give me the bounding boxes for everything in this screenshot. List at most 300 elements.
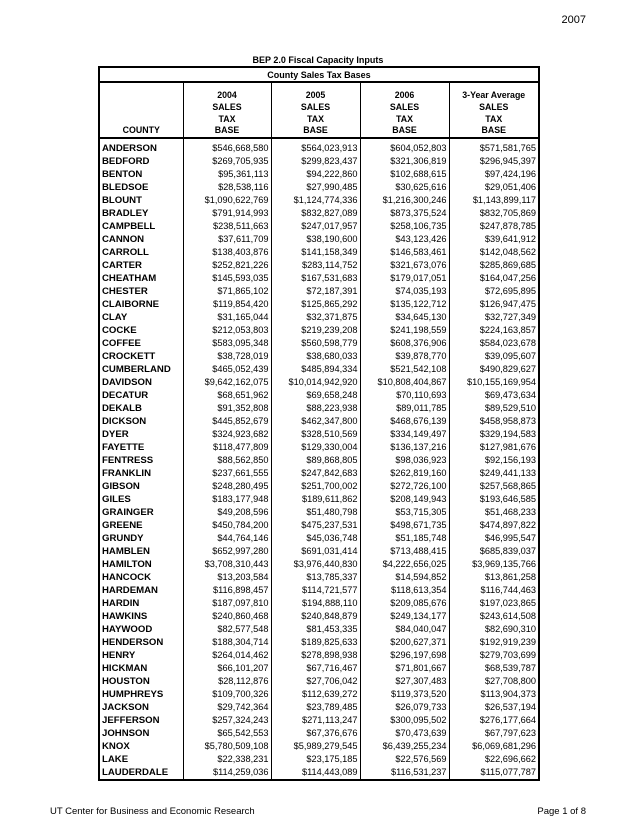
county-name: HAYWOOD bbox=[102, 624, 153, 635]
sales-tax-base-3yr-average: $116,744,463 bbox=[449, 584, 539, 597]
column-header-2005: 2005 SALES TAX BASE bbox=[271, 82, 360, 138]
sales-tax-base-3yr-average: $97,424,196 bbox=[449, 168, 539, 181]
table-row bbox=[99, 662, 539, 675]
sales-tax-base-2006: $70,110,693 bbox=[360, 389, 449, 402]
sales-tax-base-2006: $608,376,906 bbox=[360, 337, 449, 350]
sales-tax-base-2004: $38,728,019 bbox=[183, 350, 271, 363]
county-name: COCKE bbox=[102, 325, 137, 336]
sales-tax-base-2005: $278,898,938 bbox=[271, 649, 360, 662]
county-name: CROCKETT bbox=[102, 351, 156, 362]
table-row bbox=[99, 506, 539, 519]
sales-tax-base-2006: $14,594,852 bbox=[360, 571, 449, 584]
sales-tax-base-2006: $119,373,520 bbox=[360, 688, 449, 701]
sales-tax-base-2006: $43,123,426 bbox=[360, 233, 449, 246]
sales-tax-base-2004: $66,101,207 bbox=[183, 662, 271, 675]
sales-tax-base-2004: $119,854,420 bbox=[183, 298, 271, 311]
county-name: BEDFORD bbox=[102, 156, 150, 167]
table-row bbox=[99, 415, 539, 428]
sales-tax-base-2005: $45,036,748 bbox=[271, 532, 360, 545]
sales-tax-base-3yr-average: $22,696,662 bbox=[449, 753, 539, 766]
sales-tax-base-3yr-average: $67,797,623 bbox=[449, 727, 539, 740]
sales-tax-base-2006: $74,035,193 bbox=[360, 285, 449, 298]
sales-tax-base-2006: $241,198,559 bbox=[360, 324, 449, 337]
sales-tax-base-2006: $4,222,656,025 bbox=[360, 558, 449, 571]
sales-tax-base-2006: $146,583,461 bbox=[360, 246, 449, 259]
sales-tax-base-2006: $53,715,305 bbox=[360, 506, 449, 519]
sales-tax-base-2005: $3,976,440,830 bbox=[271, 558, 360, 571]
sales-tax-base-2006: $22,576,569 bbox=[360, 753, 449, 766]
sales-tax-base-2004: $29,742,364 bbox=[183, 701, 271, 714]
table-row bbox=[99, 727, 539, 740]
sales-tax-base-2004: $138,403,876 bbox=[183, 246, 271, 259]
sales-tax-base-2005: $23,175,185 bbox=[271, 753, 360, 766]
sales-tax-base-2005: $114,443,089 bbox=[271, 766, 360, 780]
county-name: CARROLL bbox=[102, 247, 149, 258]
table-row bbox=[99, 350, 539, 363]
county-name: JACKSON bbox=[102, 702, 149, 713]
sales-tax-base-3yr-average: $285,869,685 bbox=[449, 259, 539, 272]
sales-tax-base-2004: $445,852,679 bbox=[183, 415, 271, 428]
county-name: HENRY bbox=[102, 650, 136, 661]
sales-tax-base-2004: $791,914,993 bbox=[183, 207, 271, 220]
table-body bbox=[99, 138, 539, 780]
sales-tax-base-3yr-average: $126,947,475 bbox=[449, 298, 539, 311]
county-name: HANCOCK bbox=[102, 572, 152, 583]
sales-tax-base-3yr-average: $39,095,607 bbox=[449, 350, 539, 363]
table-row bbox=[99, 337, 539, 350]
table-row bbox=[99, 138, 539, 155]
sales-tax-base-2006: $26,079,733 bbox=[360, 701, 449, 714]
sales-tax-base-2004: $465,052,439 bbox=[183, 363, 271, 376]
sales-tax-base-2005: $94,222,860 bbox=[271, 168, 360, 181]
sales-tax-base-3yr-average: $164,047,256 bbox=[449, 272, 539, 285]
county-name: CLAY bbox=[102, 312, 128, 323]
sales-tax-base-2006: $84,040,047 bbox=[360, 623, 449, 636]
county-name: BLOUNT bbox=[102, 195, 142, 206]
sales-tax-base-2006: $498,671,735 bbox=[360, 519, 449, 532]
sales-tax-base-3yr-average: $257,568,865 bbox=[449, 480, 539, 493]
table-row bbox=[99, 324, 539, 337]
sales-tax-base-2005: $38,190,600 bbox=[271, 233, 360, 246]
table-row bbox=[99, 363, 539, 376]
sales-tax-base-2006: $136,137,216 bbox=[360, 441, 449, 454]
table-row bbox=[99, 181, 539, 194]
sales-tax-base-2005: $125,865,292 bbox=[271, 298, 360, 311]
sales-tax-base-2005: $189,825,633 bbox=[271, 636, 360, 649]
sales-tax-base-2006: $116,531,237 bbox=[360, 766, 449, 780]
county-name: HOUSTON bbox=[102, 676, 150, 687]
sales-tax-base-2004: $44,764,146 bbox=[183, 532, 271, 545]
sales-tax-base-2005: $560,598,779 bbox=[271, 337, 360, 350]
county-name: BRADLEY bbox=[102, 208, 149, 219]
sales-tax-base-3yr-average: $458,958,873 bbox=[449, 415, 539, 428]
sales-tax-base-3yr-average: $127,981,676 bbox=[449, 441, 539, 454]
sales-tax-base-3yr-average: $82,690,310 bbox=[449, 623, 539, 636]
sales-tax-base-2006: $604,052,803 bbox=[360, 138, 449, 155]
sales-tax-base-2005: $194,888,110 bbox=[271, 597, 360, 610]
sales-tax-base-2005: $475,237,531 bbox=[271, 519, 360, 532]
sales-tax-base-2004: $248,280,495 bbox=[183, 480, 271, 493]
sales-tax-base-2005: $69,658,248 bbox=[271, 389, 360, 402]
sales-tax-base-2006: $118,613,354 bbox=[360, 584, 449, 597]
sales-tax-base-2004: $188,304,714 bbox=[183, 636, 271, 649]
table-row bbox=[99, 194, 539, 207]
table-row bbox=[99, 207, 539, 220]
sales-tax-base-2005: $114,721,577 bbox=[271, 584, 360, 597]
sales-tax-base-2006: $873,375,524 bbox=[360, 207, 449, 220]
sales-tax-base-2006: $34,645,130 bbox=[360, 311, 449, 324]
sales-tax-base-2004: $450,784,200 bbox=[183, 519, 271, 532]
sales-tax-base-2004: $118,477,809 bbox=[183, 441, 271, 454]
sales-tax-base-2005: $219,239,208 bbox=[271, 324, 360, 337]
sales-tax-base-2006: $209,085,676 bbox=[360, 597, 449, 610]
sales-tax-base-3yr-average: $3,969,135,766 bbox=[449, 558, 539, 571]
sales-tax-base-2006: $39,878,770 bbox=[360, 350, 449, 363]
sales-tax-base-2004: $91,352,808 bbox=[183, 402, 271, 415]
county-name: FAYETTE bbox=[102, 442, 145, 453]
sales-tax-base-2006: $262,819,160 bbox=[360, 467, 449, 480]
sales-tax-base-3yr-average: $224,163,857 bbox=[449, 324, 539, 337]
sales-tax-base-3yr-average: $329,194,583 bbox=[449, 428, 539, 441]
sales-tax-base-3yr-average: $115,077,787 bbox=[449, 766, 539, 780]
footer-source: UT Center for Business and Economic Research bbox=[50, 806, 255, 817]
sales-tax-base-2006: $71,801,667 bbox=[360, 662, 449, 675]
sales-tax-base-2004: $252,821,226 bbox=[183, 259, 271, 272]
sales-tax-base-2006: $208,149,943 bbox=[360, 493, 449, 506]
table-row bbox=[99, 532, 539, 545]
county-name: ANDERSON bbox=[102, 143, 157, 154]
sales-tax-base-3yr-average: $192,919,239 bbox=[449, 636, 539, 649]
sales-tax-base-2006: $272,726,100 bbox=[360, 480, 449, 493]
county-name: COFFEE bbox=[102, 338, 141, 349]
table-row bbox=[99, 259, 539, 272]
sales-tax-base-2005: $89,868,805 bbox=[271, 454, 360, 467]
sales-tax-base-2005: $247,017,957 bbox=[271, 220, 360, 233]
county-name: JEFFERSON bbox=[102, 715, 160, 726]
table-row bbox=[99, 428, 539, 441]
sales-tax-base-2006: $334,149,497 bbox=[360, 428, 449, 441]
sales-tax-base-2006: $102,688,615 bbox=[360, 168, 449, 181]
sales-tax-base-2005: $129,330,004 bbox=[271, 441, 360, 454]
sales-tax-base-2005: $564,023,913 bbox=[271, 138, 360, 155]
sales-tax-base-2004: $88,562,850 bbox=[183, 454, 271, 467]
table-row bbox=[99, 688, 539, 701]
sales-tax-base-2004: $31,165,044 bbox=[183, 311, 271, 324]
sales-tax-base-2005: $88,223,938 bbox=[271, 402, 360, 415]
sales-tax-base-3yr-average: $296,945,397 bbox=[449, 155, 539, 168]
table-row bbox=[99, 285, 539, 298]
sales-tax-base-2006: $321,673,076 bbox=[360, 259, 449, 272]
sales-tax-base-2004: $324,923,682 bbox=[183, 428, 271, 441]
sales-tax-base-2004: $237,661,555 bbox=[183, 467, 271, 480]
sales-tax-base-2004: $583,095,348 bbox=[183, 337, 271, 350]
sales-tax-base-2005: $112,639,272 bbox=[271, 688, 360, 701]
sales-tax-base-3yr-average: $197,023,865 bbox=[449, 597, 539, 610]
sales-tax-base-2006: $98,036,923 bbox=[360, 454, 449, 467]
county-name: CARTER bbox=[102, 260, 142, 271]
county-name: DECATUR bbox=[102, 390, 149, 401]
sales-tax-base-3yr-average: $72,695,895 bbox=[449, 285, 539, 298]
table-row bbox=[99, 597, 539, 610]
sales-tax-base-3yr-average: $89,529,510 bbox=[449, 402, 539, 415]
sales-tax-base-2004: $3,708,310,443 bbox=[183, 558, 271, 571]
sales-tax-base-2004: $65,542,553 bbox=[183, 727, 271, 740]
sales-tax-base-2004: $187,097,810 bbox=[183, 597, 271, 610]
table-row bbox=[99, 311, 539, 324]
table-row bbox=[99, 584, 539, 597]
county-name: DYER bbox=[102, 429, 129, 440]
sales-tax-base-2005: $13,785,337 bbox=[271, 571, 360, 584]
sales-tax-base-2005: $23,789,485 bbox=[271, 701, 360, 714]
county-name: DICKSON bbox=[102, 416, 147, 427]
county-name: HAMILTON bbox=[102, 559, 152, 570]
sales-tax-base-2006: $258,106,735 bbox=[360, 220, 449, 233]
sales-tax-base-2006: $70,473,639 bbox=[360, 727, 449, 740]
sales-tax-base-2005: $67,376,676 bbox=[271, 727, 360, 740]
sales-tax-base-2004: $114,259,036 bbox=[183, 766, 271, 780]
county-name: HAWKINS bbox=[102, 611, 148, 622]
sales-tax-base-2005: $240,848,879 bbox=[271, 610, 360, 623]
sales-tax-base-2004: $145,593,035 bbox=[183, 272, 271, 285]
table-row bbox=[99, 389, 539, 402]
sales-tax-base-3yr-average: $39,641,912 bbox=[449, 233, 539, 246]
sales-tax-base-3yr-average: $279,703,699 bbox=[449, 649, 539, 662]
table-row bbox=[99, 246, 539, 259]
table-row bbox=[99, 376, 539, 389]
sales-tax-base-2004: $240,860,468 bbox=[183, 610, 271, 623]
sales-tax-base-2004: $652,997,280 bbox=[183, 545, 271, 558]
sales-tax-base-2005: $51,480,798 bbox=[271, 506, 360, 519]
sales-tax-base-3yr-average: $247,878,785 bbox=[449, 220, 539, 233]
sales-tax-base-2006: $300,095,502 bbox=[360, 714, 449, 727]
sales-tax-base-2005: $141,158,349 bbox=[271, 246, 360, 259]
sales-tax-base-2005: $299,823,437 bbox=[271, 155, 360, 168]
column-header-3yr-average: 3-Year Average SALES TAX BASE bbox=[449, 82, 539, 138]
report-title: BEP 2.0 Fiscal Capacity Inputs bbox=[252, 55, 384, 65]
sales-tax-base-2004: $95,361,113 bbox=[183, 168, 271, 181]
sales-tax-base-2004: $109,700,326 bbox=[183, 688, 271, 701]
sales-tax-base-2006: $10,808,404,867 bbox=[360, 376, 449, 389]
sales-tax-base-3yr-average: $249,441,133 bbox=[449, 467, 539, 480]
sales-tax-base-2004: $71,865,102 bbox=[183, 285, 271, 298]
sales-tax-base-3yr-average: $193,646,585 bbox=[449, 493, 539, 506]
sales-tax-base-3yr-average: $832,705,869 bbox=[449, 207, 539, 220]
page-year: 2007 bbox=[561, 14, 586, 26]
sales-tax-base-2005: $72,187,391 bbox=[271, 285, 360, 298]
sales-tax-base-2006: $521,542,108 bbox=[360, 363, 449, 376]
sales-tax-base-2005: $10,014,942,920 bbox=[271, 376, 360, 389]
sales-tax-base-3yr-average: $26,537,194 bbox=[449, 701, 539, 714]
sales-tax-base-2004: $68,651,962 bbox=[183, 389, 271, 402]
sales-tax-base-2004: $13,203,584 bbox=[183, 571, 271, 584]
sales-tax-base-2005: $1,124,774,336 bbox=[271, 194, 360, 207]
sales-tax-base-2006: $51,185,748 bbox=[360, 532, 449, 545]
sales-tax-base-3yr-average: $69,473,634 bbox=[449, 389, 539, 402]
county-name: DEKALB bbox=[102, 403, 142, 414]
county-name: JOHNSON bbox=[102, 728, 150, 739]
table-row bbox=[99, 155, 539, 168]
sales-tax-base-2005: $691,031,414 bbox=[271, 545, 360, 558]
table-row bbox=[99, 740, 539, 753]
column-header-2006: 2006 SALES TAX BASE bbox=[360, 82, 449, 138]
sales-tax-base-3yr-average: $584,023,678 bbox=[449, 337, 539, 350]
sales-tax-base-2005: $462,347,800 bbox=[271, 415, 360, 428]
table-row bbox=[99, 766, 539, 780]
sales-tax-base-2004: $28,112,876 bbox=[183, 675, 271, 688]
sales-tax-base-2004: $22,338,231 bbox=[183, 753, 271, 766]
county-name: LAKE bbox=[102, 754, 129, 765]
table-row bbox=[99, 168, 539, 181]
county-name: CAMPBELL bbox=[102, 221, 156, 232]
sales-tax-base-2006: $27,307,483 bbox=[360, 675, 449, 688]
sales-tax-base-3yr-average: $474,897,822 bbox=[449, 519, 539, 532]
county-name: HICKMAN bbox=[102, 663, 148, 674]
sales-tax-base-3yr-average: $32,727,349 bbox=[449, 311, 539, 324]
table-row bbox=[99, 636, 539, 649]
sales-tax-base-2004: $37,611,709 bbox=[183, 233, 271, 246]
county-name: CLAIBORNE bbox=[102, 299, 160, 310]
table-row bbox=[99, 623, 539, 636]
sales-tax-base-3yr-average: $13,861,258 bbox=[449, 571, 539, 584]
county-name: HENDERSON bbox=[102, 637, 164, 648]
sales-tax-base-3yr-average: $29,051,406 bbox=[449, 181, 539, 194]
county-name: DAVIDSON bbox=[102, 377, 152, 388]
report-subtitle: County Sales Tax Bases bbox=[99, 67, 539, 82]
sales-tax-base-2006: $30,625,616 bbox=[360, 181, 449, 194]
county-name: FENTRESS bbox=[102, 455, 154, 466]
sales-tax-base-3yr-average: $10,155,169,954 bbox=[449, 376, 539, 389]
table-row bbox=[99, 402, 539, 415]
sales-tax-base-2004: $269,705,935 bbox=[183, 155, 271, 168]
sales-tax-base-2006: $135,122,712 bbox=[360, 298, 449, 311]
sales-tax-base-2004: $183,177,948 bbox=[183, 493, 271, 506]
sales-tax-base-2005: $247,842,683 bbox=[271, 467, 360, 480]
sales-tax-base-3yr-average: $142,048,562 bbox=[449, 246, 539, 259]
county-name: HARDIN bbox=[102, 598, 140, 609]
table-row bbox=[99, 441, 539, 454]
sales-tax-base-2006: $200,627,371 bbox=[360, 636, 449, 649]
table-row bbox=[99, 571, 539, 584]
table-row bbox=[99, 454, 539, 467]
sales-tax-base-2004: $238,511,663 bbox=[183, 220, 271, 233]
sales-tax-base-3yr-average: $243,614,508 bbox=[449, 610, 539, 623]
sales-tax-base-3yr-average: $276,177,664 bbox=[449, 714, 539, 727]
sales-tax-base-2005: $27,706,042 bbox=[271, 675, 360, 688]
sales-tax-base-2006: $89,011,785 bbox=[360, 402, 449, 415]
sales-tax-base-3yr-average: $46,995,547 bbox=[449, 532, 539, 545]
county-name: CANNON bbox=[102, 234, 145, 245]
county-name: BLEDSOE bbox=[102, 182, 149, 193]
table-row bbox=[99, 233, 539, 246]
sales-tax-base-2006: $321,306,819 bbox=[360, 155, 449, 168]
sales-tax-table bbox=[98, 66, 540, 781]
sales-tax-base-3yr-average: $113,904,373 bbox=[449, 688, 539, 701]
table-row bbox=[99, 467, 539, 480]
county-name: CHEATHAM bbox=[102, 273, 157, 284]
sales-tax-base-2004: $264,014,462 bbox=[183, 649, 271, 662]
county-name: CHESTER bbox=[102, 286, 148, 297]
sales-tax-base-2005: $5,989,279,545 bbox=[271, 740, 360, 753]
table-row bbox=[99, 220, 539, 233]
table-row bbox=[99, 493, 539, 506]
sales-tax-base-3yr-average: $685,839,037 bbox=[449, 545, 539, 558]
county-name: HAMBLEN bbox=[102, 546, 150, 557]
sales-tax-base-2004: $9,642,162,075 bbox=[183, 376, 271, 389]
sales-tax-base-2004: $28,538,116 bbox=[183, 181, 271, 194]
sales-tax-base-2004: $1,090,622,769 bbox=[183, 194, 271, 207]
table-row bbox=[99, 649, 539, 662]
sales-tax-base-2005: $485,894,334 bbox=[271, 363, 360, 376]
column-header-county: COUNTY bbox=[99, 82, 183, 138]
sales-tax-base-3yr-average: $27,708,800 bbox=[449, 675, 539, 688]
table-row bbox=[99, 545, 539, 558]
table-row bbox=[99, 298, 539, 311]
sales-tax-base-2005: $328,510,569 bbox=[271, 428, 360, 441]
table-row bbox=[99, 714, 539, 727]
sales-tax-base-2005: $283,114,752 bbox=[271, 259, 360, 272]
sales-tax-base-2005: $189,611,862 bbox=[271, 493, 360, 506]
sales-tax-base-2004: $212,053,803 bbox=[183, 324, 271, 337]
sales-tax-base-2005: $271,113,247 bbox=[271, 714, 360, 727]
sales-tax-base-2004: $49,208,596 bbox=[183, 506, 271, 519]
county-name: FRANKLIN bbox=[102, 468, 152, 479]
county-name: GRUNDY bbox=[102, 533, 144, 544]
sales-tax-base-2005: $32,371,875 bbox=[271, 311, 360, 324]
sales-tax-base-2006: $713,488,415 bbox=[360, 545, 449, 558]
sales-tax-base-3yr-average: $92,156,193 bbox=[449, 454, 539, 467]
sales-tax-base-2005: $81,453,335 bbox=[271, 623, 360, 636]
sales-tax-base-2004: $82,577,548 bbox=[183, 623, 271, 636]
column-header-row bbox=[99, 82, 539, 138]
sales-tax-base-3yr-average: $6,069,681,296 bbox=[449, 740, 539, 753]
sales-tax-base-2006: $468,676,139 bbox=[360, 415, 449, 428]
county-name: GIBSON bbox=[102, 481, 140, 492]
footer-page-number: Page 1 of 8 bbox=[537, 806, 586, 817]
table-row bbox=[99, 675, 539, 688]
sales-tax-base-2005: $251,700,002 bbox=[271, 480, 360, 493]
sales-tax-base-2006: $6,439,255,234 bbox=[360, 740, 449, 753]
sales-tax-base-2006: $179,017,051 bbox=[360, 272, 449, 285]
sales-tax-base-2005: $832,827,089 bbox=[271, 207, 360, 220]
sales-tax-base-3yr-average: $1,143,899,117 bbox=[449, 194, 539, 207]
county-name: LAUDERDALE bbox=[102, 767, 169, 778]
sales-tax-base-3yr-average: $490,829,627 bbox=[449, 363, 539, 376]
table-row bbox=[99, 480, 539, 493]
sales-tax-base-2006: $1,216,300,246 bbox=[360, 194, 449, 207]
county-name: GREENE bbox=[102, 520, 143, 531]
table-row bbox=[99, 753, 539, 766]
table-row bbox=[99, 610, 539, 623]
sales-tax-base-2004: $257,324,243 bbox=[183, 714, 271, 727]
sales-tax-base-3yr-average: $571,581,765 bbox=[449, 138, 539, 155]
county-name: CUMBERLAND bbox=[102, 364, 171, 375]
county-name: HARDEMAN bbox=[102, 585, 158, 596]
table-row bbox=[99, 519, 539, 532]
column-header-2004: 2004 SALES TAX BASE bbox=[183, 82, 271, 138]
county-name: BENTON bbox=[102, 169, 143, 180]
county-name: GILES bbox=[102, 494, 131, 505]
sales-tax-base-2005: $67,716,467 bbox=[271, 662, 360, 675]
sales-tax-base-2005: $167,531,683 bbox=[271, 272, 360, 285]
sales-tax-base-3yr-average: $68,539,787 bbox=[449, 662, 539, 675]
sales-tax-base-2006: $296,197,698 bbox=[360, 649, 449, 662]
table-row bbox=[99, 272, 539, 285]
sales-tax-base-2005: $27,990,485 bbox=[271, 181, 360, 194]
sales-tax-base-3yr-average: $51,468,233 bbox=[449, 506, 539, 519]
sales-tax-base-2005: $38,680,033 bbox=[271, 350, 360, 363]
table-row bbox=[99, 701, 539, 714]
table-row bbox=[99, 558, 539, 571]
